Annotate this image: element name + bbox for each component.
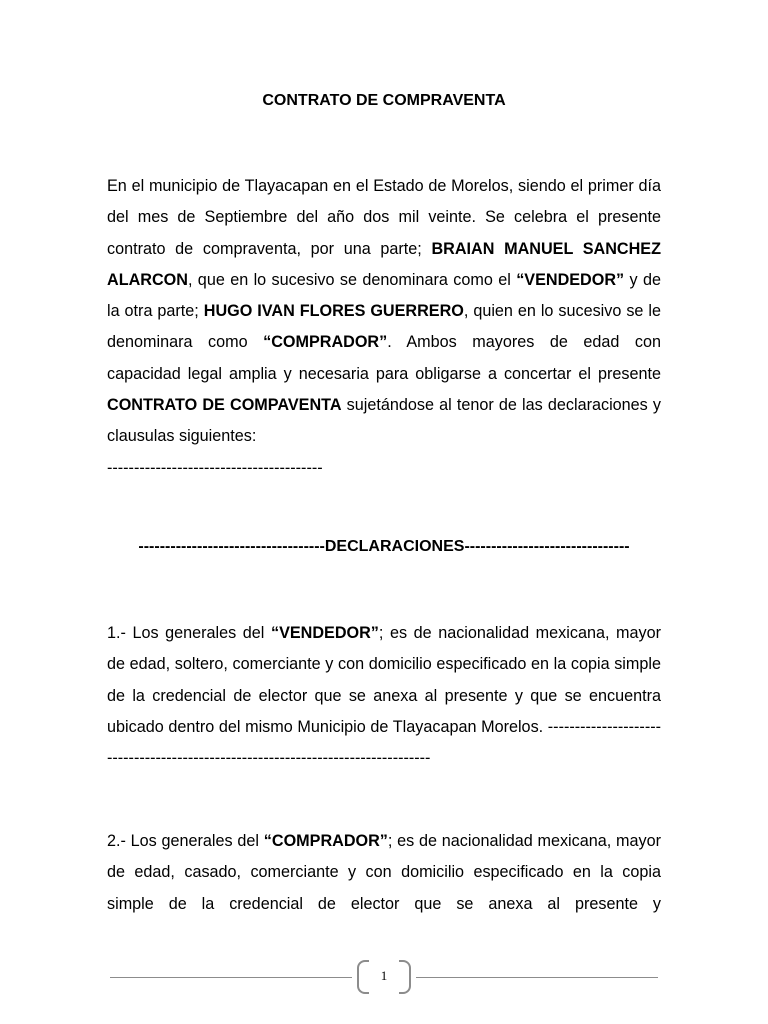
- intro-text-1: En el municipio de Tlayacapan en el Estado de Morelos, siendo el primer día del mes de Septiembre del año dos mil veinte. Se celebra el presente contrato de compraventa, por una parte;: [107, 177, 661, 258]
- right-brace-icon: [399, 960, 411, 994]
- intro-text-6: sujetándose al tenor de las declaraciones y clausulas siguientes:: [107, 396, 662, 446]
- intro-text-2: , que en lo sucesivo se denominara como el: [187, 270, 517, 289]
- decl2-text-1: 2.- Los generales del: [107, 832, 264, 850]
- intro-text-4: , quien en lo sucesivo se le denominara como: [107, 302, 661, 352]
- intro-text-3: y de la otra parte;: [107, 270, 661, 321]
- intro-text-5: . Ambos mayores de edad con capacidad legal amplia y necesaria para obligarse a concertar el presente: [107, 333, 661, 383]
- buyer-name: HUGO IVAN FLORES GUERRERO: [203, 302, 464, 321]
- decl1-text-1: 1.- Los generales del: [107, 624, 271, 642]
- declaration-1: [107, 618, 661, 774]
- declaration-2: [107, 826, 661, 920]
- decl2-text-2: ; es de nacionalidad mexicana, mayor de edad, casado, comerciante y con domicilio especificado en la copia simple de la credencial de elector que se anexa al presente y: [107, 832, 661, 913]
- document-title: CONTRATO DE COMPRAVENTA: [262, 92, 506, 109]
- contract-name: CONTRATO DE COMPAVENTA: [107, 396, 342, 415]
- declaraciones-heading: -----------------------------------DECLARACIONES-------------------------------: [138, 538, 630, 555]
- decl2-buyer-term: “COMPRADOR”: [263, 832, 388, 850]
- intro-dash-line: ----------------------------------------: [107, 458, 323, 477]
- decl1-text-2: ; es de nacionalidad mexicana, mayor de edad, soltero, comerciante y con domicilio especificado en la copia simple de la credencial de elector que se anexa al presente y que se encuentra ubicado dentro del mismo Municipio de Tlayacapan Morelos.: [107, 624, 661, 736]
- footer-rule-right: [416, 977, 658, 978]
- seller-term: “VENDEDOR”: [516, 270, 625, 289]
- buyer-term: “COMPRADOR”: [263, 333, 388, 352]
- page-footer: [110, 960, 658, 994]
- seller-name: BRAIAN MANUEL SANCHEZ ALARCON: [107, 239, 661, 289]
- decl1-seller-term: “VENDEDOR”: [270, 624, 379, 642]
- decl1-dash-line: ---------------------------------------------------------------------------------: [107, 717, 661, 768]
- intro-paragraph: [107, 171, 661, 484]
- page-number: 1: [380, 968, 388, 983]
